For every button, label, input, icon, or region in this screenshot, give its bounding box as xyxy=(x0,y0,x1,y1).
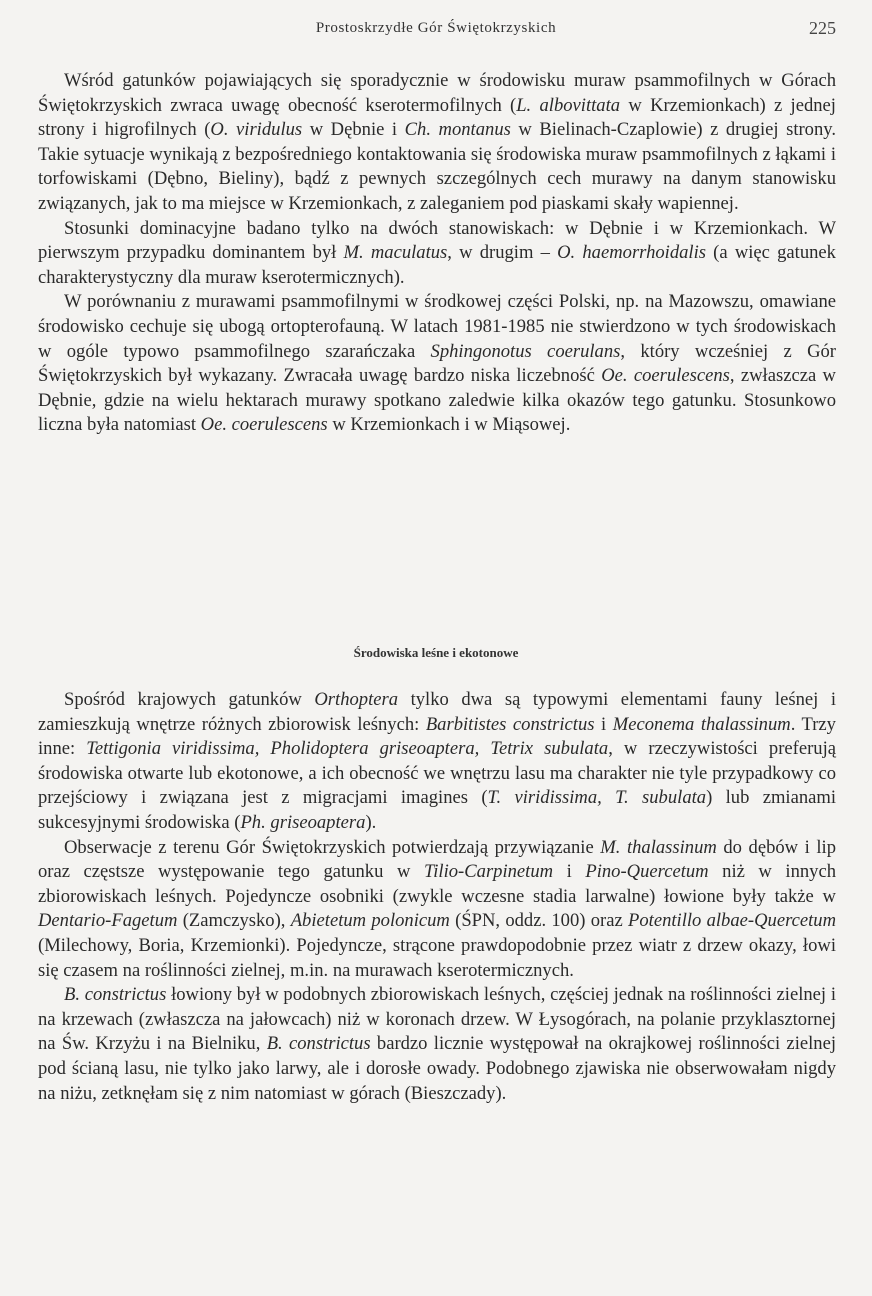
species-name: Barbitistes constrictus xyxy=(425,713,595,735)
species-name: Dentario-Fagetum xyxy=(38,910,178,932)
species-name: O. viridulus xyxy=(210,119,303,141)
species-name: Oe. coerulescens xyxy=(200,414,328,436)
paragraph: B. constrictus łowiony był w podobnych zbiorowiskach leśnych, częściej jednak na roślinności zielnej i na krzewach (zwłaszcza na jałowcach) niż w koronach drzew. W Łysogórach, na polanie przyklasztornej na Św. Krzyżu i na Bielniku, B. constrictus bardzo licznie występował na okrajkowej roślinności zielnej pod ścianą lasu, nie tylko jako larwy, ale i dorosłe owady. Podobnego zjawiska nie obserwowałam nigdy na niżu, zetknęłam się z nim natomiast w górach (Bieszczady). xyxy=(38,984,836,1104)
text-block-psammophilous xyxy=(38,69,836,438)
section-heading: Środowiska leśne i ekotonowe xyxy=(353,645,519,660)
species-name: O. haemorrhoidalis xyxy=(557,242,706,264)
species-name: B. constrictus xyxy=(64,984,167,1006)
species-name: Orthoptera xyxy=(314,689,399,710)
species-name: Ch. montanus xyxy=(404,119,511,141)
species-name: Meconema thalassinum xyxy=(612,713,791,735)
paragraph: Wśród gatunków pojawiających się sporadycznie w środowisku muraw psammofilnych w Górach Świętokrzyskich zwraca uwagę obecność kserotermofilnych (L. albovittata w Krzemionkach) z jednej strony i higrofilnych (O. viridulus w Dębnie i Ch. montanus w Bielinach-Czaplowie) z drugiej strony. Takie sytuacje wynikają z bezpośredniego kontaktowania się środowiska muraw psammofilnych z łąkami i torfowiskami (Dębno, Bieliny), bądź z pewnych szczególnych cech murawy na danym stanowisku związanych, jak to ma miejsce w Krzemionkach, z zaleganiem pod piaskami skały wapiennej. xyxy=(38,70,837,214)
species-name: Pino-Quercetum xyxy=(585,861,709,883)
species-name: M. thalassinum xyxy=(600,836,717,858)
species-name: M. maculatus xyxy=(343,242,448,264)
paragraph: Obserwacje z terenu Gór Świętokrzyskich potwierdzają przywiązanie M. thalassinum do dębów i lip oraz częstsze występowanie tego gatunku w Tilio-Carpinetum i Pino-Quercetum niż w innych zbiorowiskach leśnych. Pojedyncze osobniki (zwykle wczesne stadia larwalne) łowione były także w Dentario-Fagetum (Zamczysko), Abietetum polonicum (ŚPN, oddz. 100) oraz Potentillo albae-Quercetum (Milechowy, Boria, Krzemionki). Pojedyncze, strącone prawdopodobnie przez wiatr z drzew okazy, łowi się czasem na roślinności zielnej, m.in. na murawach kserotermicznych. xyxy=(38,836,837,981)
species-name: L. albovittata xyxy=(516,94,621,116)
paragraph: W porównaniu z murawami psammofilnymi w środkowej części Polski, np. na Mazowszu, omawiane środowisko cechuje się ubogą ortopterofauną. W latach 1981-1985 nie stwierdzono w tych środowiskach w ogóle typowo psammofilnego szarańczaka Sphingonotus coerulans, który wcześniej z Gór Świętokrzyskich był wykazany. Zwracała uwagę bardzo niska liczebność Oe. coerulescens, zwłaszcza w Dębnie, gdzie na wielu hektarach murawy spotkano zaledwie kilka okazów tego gatunku. Stosunkowo liczna była natomiast Oe. coerulescens w Krzemionkach i w Miąsowej. xyxy=(38,291,836,436)
species-name: Ph. griseoaptera xyxy=(240,811,366,833)
species-name: Oe. coerulescens xyxy=(601,365,730,387)
species-name: Tettigonia viridissima, Pholidoptera griseoaptera, Tetrix subulata xyxy=(86,738,609,760)
species-name: Sphingonotus coerulans xyxy=(430,340,621,362)
text-block-forest xyxy=(38,688,836,1106)
species-name: T. viridissima, T. subulata xyxy=(487,787,707,809)
species-name: Tilio-Carpinetum xyxy=(423,861,554,883)
species-name: B. constrictus xyxy=(266,1033,371,1055)
species-name: Potentillo albae-Quercetum xyxy=(628,910,837,932)
running-title: Prostoskrzydłe Gór Świętokrzyskich xyxy=(315,20,557,36)
paragraph: Spośród krajowych gatunków Orthoptera tylko dwa są typowymi elementami fauny leśnej i zamieszkują wnętrze różnych zbiorowisk leśnych: Barbitistes constrictus i Meconema thalassinum. Trzy inne: Tettigonia viridissima, Pholidoptera griseoaptera, Tetrix subulata, w rzeczywistości preferują środowiska otwarte lub ekotonowe, a ich obecność we wnętrzu lasu ma charakter nie tyle przypadkowy co przejściowy i związana jest z migracjami imagines (T. viridissima, T. subulata) lub zmianami sukcesyjnymi środowiska (Ph. griseoaptera). xyxy=(38,689,837,833)
page-header xyxy=(0,20,872,44)
species-name: Abietetum polonicum xyxy=(290,910,450,932)
paragraph: Stosunki dominacyjne badano tylko na dwóch stanowiskach: w Dębnie i w Krzemionkach. W pierwszym przypadku dominantem był M. maculatus, w drugim – O. haemorrhoidalis (a więc gatunek charakterystyczny dla muraw kserotermicznych). xyxy=(38,217,836,288)
page-number: 225 xyxy=(809,18,836,38)
